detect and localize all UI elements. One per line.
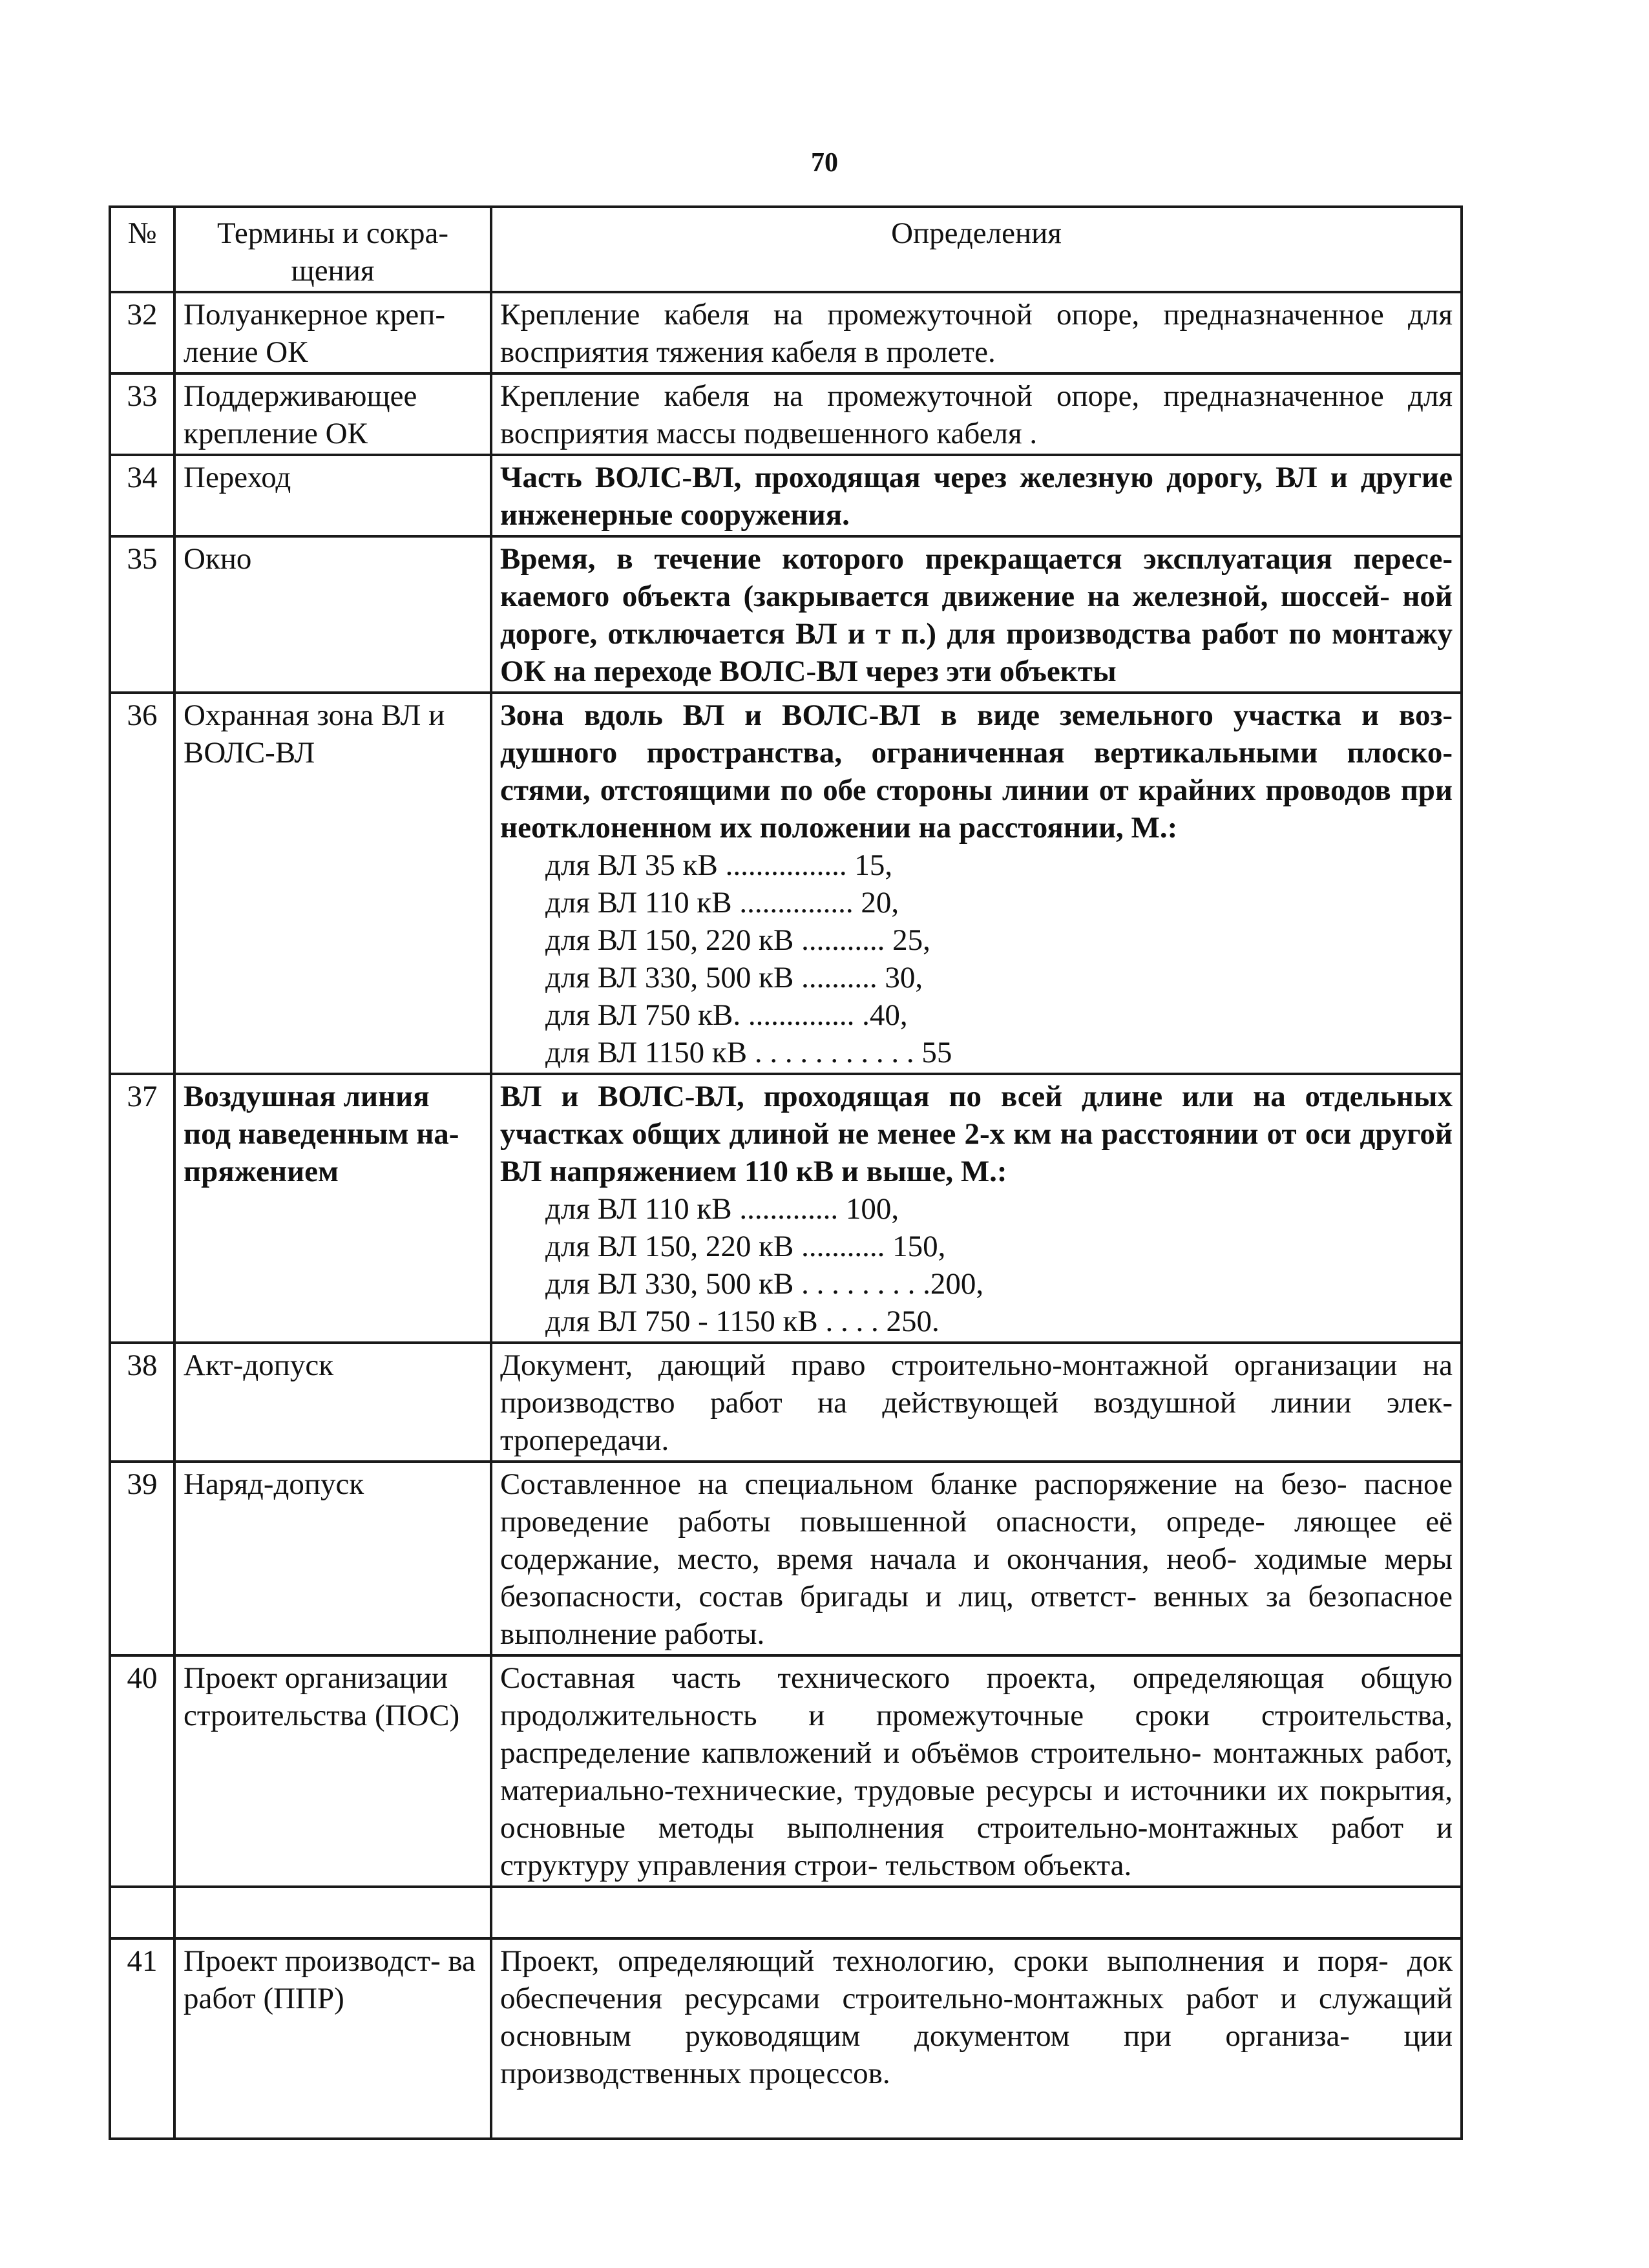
list-item: для ВЛ 35 кВ ................ 15,	[545, 848, 893, 882]
list-item: для ВЛ 330, 500 кВ . . . . . . . . .200,	[545, 1267, 984, 1301]
row-definition: Проект, определяющий технологию, сроки выполнения и поря- док обеспечения ресурсами строительно-монтажных работ и служащий основным руководящим документом при организа- ции производственных процессов.	[491, 1938, 1462, 2139]
terms-table-grid	[109, 205, 1463, 2140]
gap-cell	[174, 1887, 491, 1938]
terms-table	[109, 205, 1460, 2140]
gap-cell	[491, 1887, 1462, 1938]
row-term: Акт-допуск	[174, 1343, 491, 1462]
table-row	[110, 1655, 1462, 1887]
row-term: Окно	[174, 536, 491, 693]
row-definition: Зона вдоль ВЛ и ВОЛС-ВЛ в виде земельного участка и воз- душного пространства, ограниченная вертикальными плоско- стями, отстоящими по обе стороны линии от крайних проводов при неотклоненном их положении на расстоянии, М.:	[500, 698, 1453, 845]
row-num: 36	[110, 693, 174, 1074]
table-row	[110, 1938, 1462, 2139]
list-item: для ВЛ 750 кВ. .............. .40,	[545, 998, 908, 1032]
row-term: Проект производст- ва работ (ППР)	[174, 1938, 491, 2139]
table-row	[110, 292, 1462, 373]
row-num: 38	[110, 1343, 174, 1462]
row-definition-cell	[491, 693, 1462, 1074]
row-term: Воздушная линия под наведенным на- пряжением	[174, 1074, 491, 1343]
voltage-distance-list	[500, 846, 1453, 1071]
table-row	[110, 1343, 1462, 1462]
table-row	[110, 1462, 1462, 1655]
list-item: для ВЛ 150, 220 кВ ........... 25,	[545, 923, 930, 957]
row-definition: Крепление кабеля на промежуточной опоре, предназначенное для восприятия массы подвешенного кабеля .	[491, 373, 1462, 455]
table-row	[110, 455, 1462, 536]
row-definition: Крепление кабеля на промежуточной опоре, предназначенное для восприятия тяжения кабеля в пролете.	[491, 292, 1462, 373]
row-definition: ВЛ и ВОЛС-ВЛ, проходящая по всей длине или на отдельных участках общих длиной не менее 2-х км на расстоянии от оси другой ВЛ напряжением 110 кВ и выше, М.:	[500, 1080, 1453, 1188]
row-num: 37	[110, 1074, 174, 1343]
table-row	[110, 1074, 1462, 1343]
header-term: Термины и сокра- щения	[174, 207, 491, 292]
table-row	[110, 693, 1462, 1074]
row-definition: Время, в течение которого прекращается эксплуатация пересе- каемого объекта (закрывается движение на железной, шоссей- ной дороге, отключается ВЛ и т п.) для производства работ по монтажу ОК на переходе ВОЛС-ВЛ через эти объекты	[491, 536, 1462, 693]
row-term: Полуанкерное креп- ление ОК	[174, 292, 491, 373]
row-num: 33	[110, 373, 174, 455]
row-num: 40	[110, 1655, 174, 1887]
list-item: для ВЛ 750 - 1150 кВ . . . . 250.	[545, 1305, 940, 1338]
row-definition: Часть ВОЛС-ВЛ, проходящая через железную дорогу, ВЛ и другие инженерные сооружения.	[491, 455, 1462, 536]
row-term: Наряд-допуск	[174, 1462, 491, 1655]
voltage-distance-list	[500, 1190, 1453, 1340]
table-row	[110, 536, 1462, 693]
row-term: Охранная зона ВЛ и ВОЛС-ВЛ	[174, 693, 491, 1074]
row-definition: Документ, дающий право строительно-монтажной организации на производство работ на действующей воздушной линии элек- тропередачи.	[491, 1343, 1462, 1462]
row-definition: Составная часть технического проекта, определяющая общую продолжительность и промежуточные сроки строительства, распределение капвложений и объёмов строительно- монтажных работ, материально-технические, трудовые ресурсы и источники их покрытия, основные методы выполнения строительно-монтажных работ и структуру управления строи- тельством объекта.	[491, 1655, 1462, 1887]
table-header-row	[110, 207, 1462, 292]
row-num: 32	[110, 292, 174, 373]
list-item: для ВЛ 110 кВ ............. 100,	[545, 1192, 899, 1226]
row-definition-cell	[491, 1074, 1462, 1343]
row-num: 39	[110, 1462, 174, 1655]
row-num: 34	[110, 455, 174, 536]
list-item: для ВЛ 1150 кВ . . . . . . . . . . . 55	[545, 1036, 952, 1069]
gap-cell	[110, 1887, 174, 1938]
page-number: 70	[811, 148, 838, 178]
row-term: Проект организации строительства (ПОС)	[174, 1655, 491, 1887]
row-term: Поддерживающее крепление ОК	[174, 373, 491, 455]
row-term: Переход	[174, 455, 491, 536]
list-item: для ВЛ 330, 500 кВ .......... 30,	[545, 961, 923, 994]
header-num: №	[110, 207, 174, 292]
row-num: 35	[110, 536, 174, 693]
list-item: для ВЛ 150, 220 кВ ........... 150,	[545, 1230, 946, 1263]
table-gap-row	[110, 1887, 1462, 1938]
row-num: 41	[110, 1938, 174, 2139]
list-item: для ВЛ 110 кВ ............... 20,	[545, 886, 899, 919]
row-definition: Составленное на специальном бланке распоряжение на безо- пасное проведение работы повышенной опасности, опреде- ляющее её содержание, место, время начала и окончания, необ- ходимые меры безопасности, состав бригады и лиц, ответст- венных за безопасное выполнение работы.	[491, 1462, 1462, 1655]
header-definition: Определения	[491, 207, 1462, 292]
table-row	[110, 373, 1462, 455]
